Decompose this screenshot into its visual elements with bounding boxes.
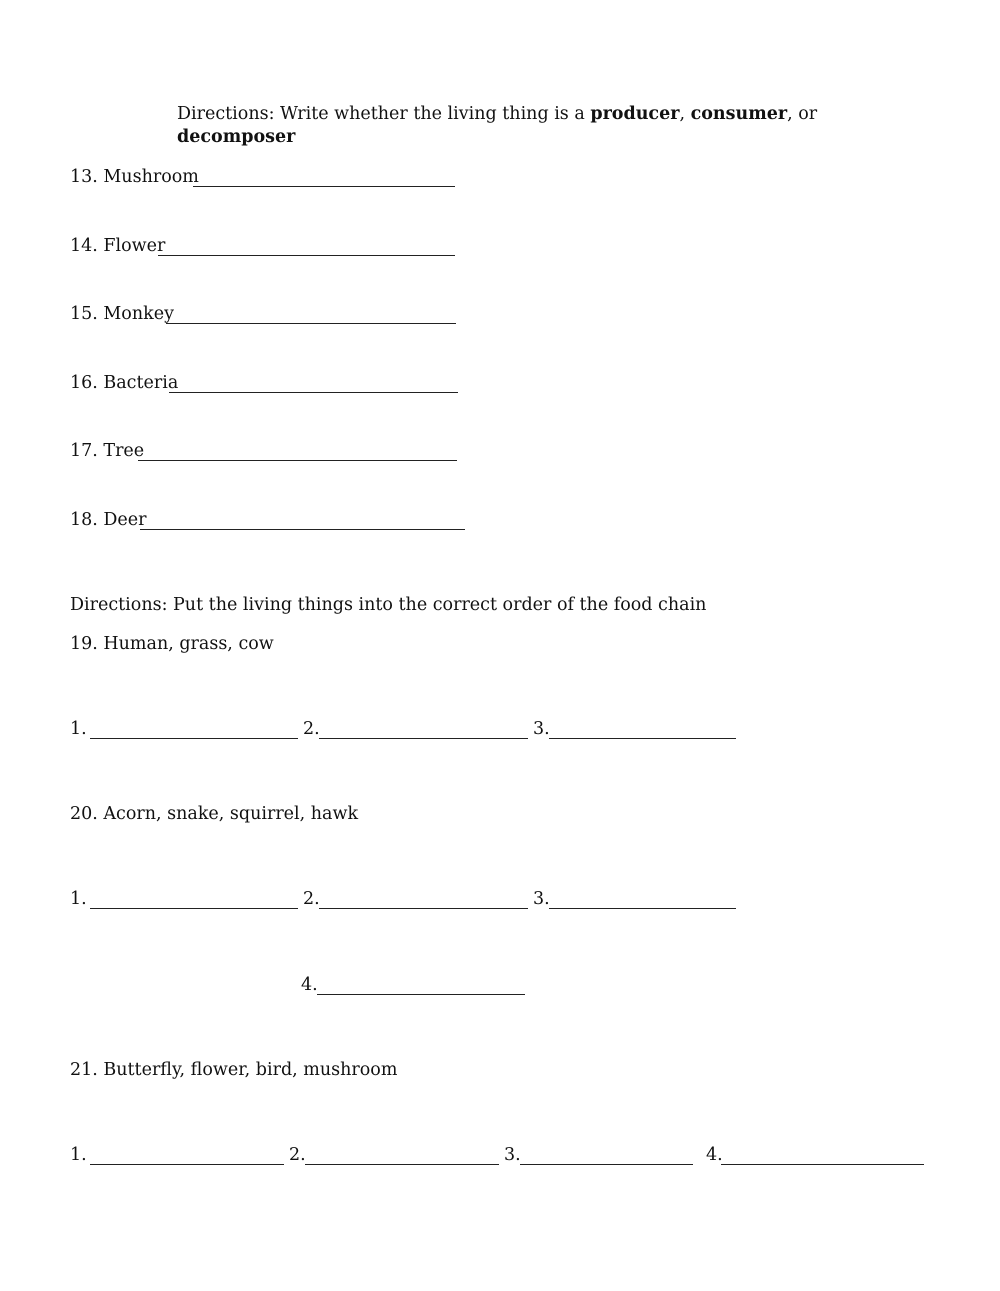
question-16-label: 16. Bacteria (70, 373, 179, 393)
question-21-label: 21. Butterfly, flower, bird, mushroom (70, 1060, 398, 1080)
q21-blank-3[interactable] (520, 1164, 693, 1165)
q21-blank-4[interactable] (721, 1164, 924, 1165)
q19-num-2: 2. (303, 719, 320, 739)
question-17-label: 17. Tree (70, 441, 145, 461)
q19-blank-1[interactable] (90, 738, 298, 739)
answer-blank-16[interactable] (169, 392, 458, 393)
answer-blank-13[interactable] (193, 186, 455, 187)
directions-1 (177, 103, 817, 125)
q20-num-2: 2. (303, 889, 320, 909)
directions-1-text: Directions: Write whether the living thing is a (177, 104, 591, 124)
q21-blank-2[interactable] (305, 1164, 499, 1165)
question-20-label: 20. Acorn, snake, squirrel, hawk (70, 804, 359, 824)
separator: , (679, 104, 691, 124)
term-decomposer: decomposer (177, 127, 296, 147)
question-15-label: 15. Monkey (70, 304, 174, 324)
q19-blank-3[interactable] (549, 738, 736, 739)
q19-num-1: 1. (70, 719, 87, 739)
q19-num-3: 3. (533, 719, 550, 739)
question-19-label: 19. Human, grass, cow (70, 634, 274, 654)
term-consumer: consumer (690, 104, 788, 124)
q21-blank-1[interactable] (90, 1164, 284, 1165)
q20-blank-4[interactable] (317, 994, 525, 995)
q21-num-3: 3. (504, 1145, 521, 1165)
q20-blank-1[interactable] (90, 908, 298, 909)
directions-2: Directions: Put the living things into the correct order of the food chain (70, 595, 707, 615)
q20-num-1: 1. (70, 889, 87, 909)
q20-num-4: 4. (301, 975, 318, 995)
q20-num-3: 3. (533, 889, 550, 909)
answer-blank-15[interactable] (166, 323, 456, 324)
q21-num-2: 2. (289, 1145, 306, 1165)
answer-blank-18[interactable] (140, 529, 465, 530)
answer-blank-17[interactable] (138, 460, 457, 461)
question-13-label: 13. Mushroom (70, 167, 199, 187)
q19-blank-2[interactable] (319, 738, 528, 739)
q20-blank-2[interactable] (319, 908, 528, 909)
q20-blank-3[interactable] (549, 908, 736, 909)
term-producer: producer (590, 104, 680, 124)
separator: , or (787, 104, 818, 124)
q21-num-1: 1. (70, 1145, 87, 1165)
q21-num-4: 4. (706, 1145, 723, 1165)
question-14-label: 14. Flower (70, 236, 166, 256)
question-18-label: 18. Deer (70, 510, 147, 530)
answer-blank-14[interactable] (158, 255, 455, 256)
directions-1-line2 (177, 126, 295, 148)
